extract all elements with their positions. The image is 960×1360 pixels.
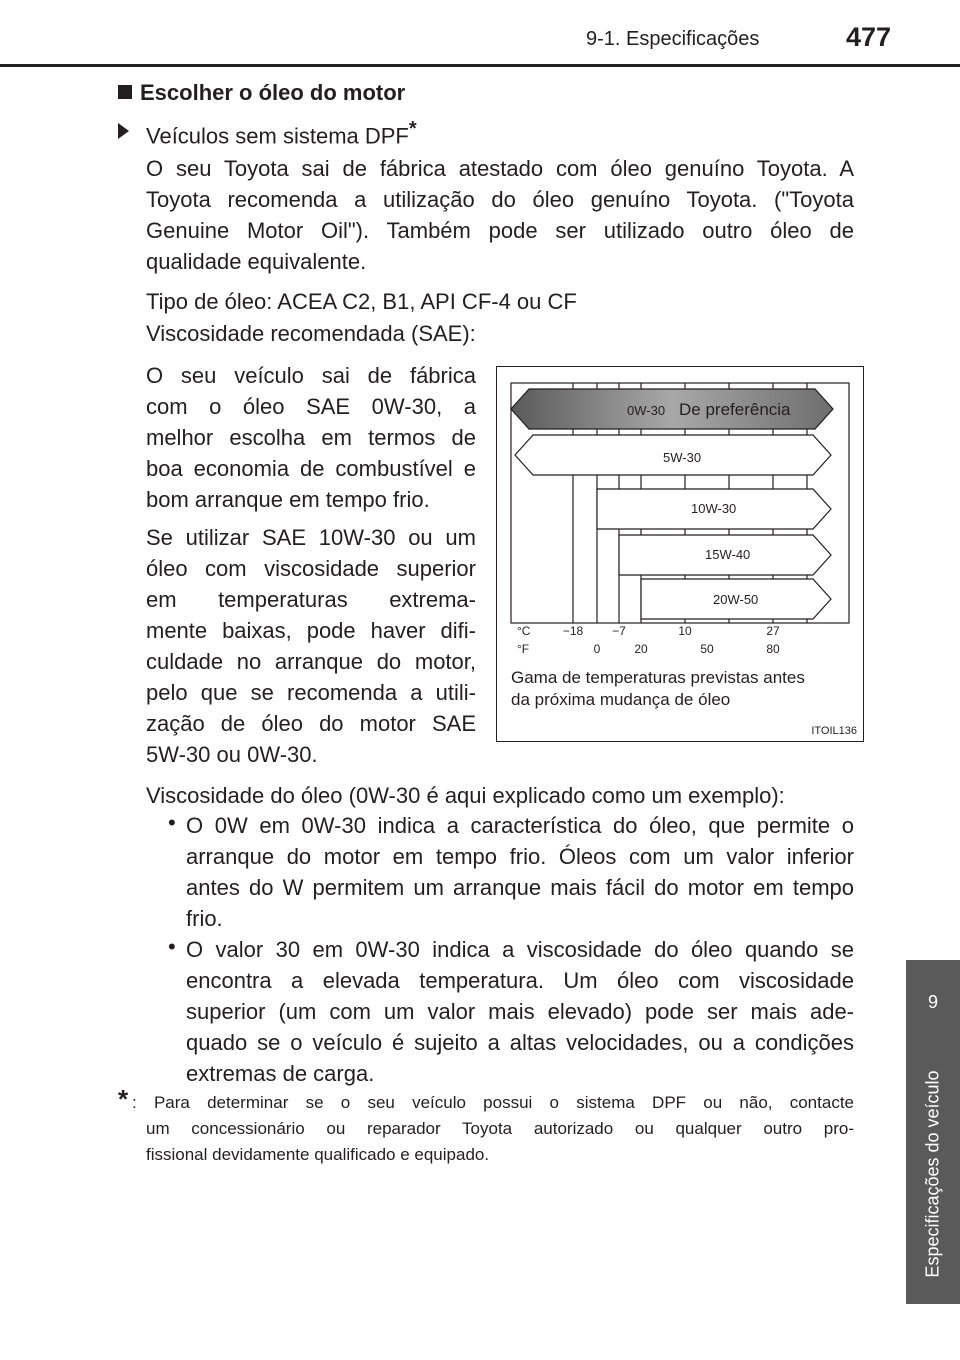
column-line: com o óleo SAE 0W-30, a (146, 394, 476, 419)
intro-line: Genuine Motor Oil"). Também pode ser utilizado outro óleo de (146, 218, 854, 243)
triangle-bullet-icon (118, 123, 129, 139)
column-line: em temperaturas extrema- (146, 587, 476, 612)
fahrenheit-tick: 80 (766, 642, 780, 656)
caption-line: da próxima mudança de óleo (511, 690, 731, 709)
caption-line: Gama de temperaturas previstas antes (511, 668, 805, 687)
figure-code: ITOIL136 (811, 725, 857, 737)
fahrenheit-unit: °F (517, 642, 530, 656)
viscosity-explain: Viscosidade do óleo (0W-30 é aqui explicado como um exemplo): (146, 783, 785, 808)
column-line: mente baixas, pode haver difi- (146, 618, 476, 643)
bullet-line: extremas de carga. (186, 1061, 375, 1086)
side-tab-chapter-number: 9 (906, 960, 960, 1044)
header-section-title: 9-1. Especificações (586, 28, 760, 50)
column-line: O seu veículo sai de fábrica (146, 363, 476, 388)
bullet-dot: • (168, 934, 176, 959)
column-line: melhor escolha em termos de (146, 425, 476, 450)
viscosity-label: Viscosidade recomendada (SAE): (146, 321, 476, 346)
bullet-line: arranque do motor em tempo frio. Óleos com um valor inferior (186, 844, 854, 869)
intro-line: Toyota recomenda a utilização do óleo genuíno Toyota. ("Toyota (146, 187, 854, 212)
fahrenheit-tick: 0 (593, 642, 601, 656)
section-title-text: Escolher o óleo do motor (140, 80, 406, 105)
oil-viscosity-diagram (496, 366, 864, 742)
celsius-tick: −7 (612, 624, 626, 638)
footnote-line: um concessionário ou reparador Toyota autorizado ou qualquer outro pro- (146, 1119, 854, 1138)
footnote-line: fissional devidamente qualificado e equipado. (146, 1145, 490, 1164)
column-line: óleo com viscosidade superior (146, 556, 476, 581)
intro-line: O seu Toyota sai de fábrica atestado com óleo genuíno Toyota. A (146, 156, 854, 181)
column-line: bom arranque em tempo frio. (146, 487, 430, 512)
preferred-label: De preferência (679, 400, 791, 419)
footnote-asterisk: * (118, 1084, 129, 1114)
grade-label-20w50: 20W-50 (713, 592, 759, 607)
celsius-tick: 10 (678, 624, 692, 638)
grade-label-15w40: 15W-40 (705, 547, 751, 562)
bullet-line: superior (um com um valor mais elevado) pode ser mais ade- (186, 999, 854, 1024)
column-line: boa economia de combustível e (146, 456, 476, 481)
bullet-line: O 0W em 0W-30 indica a característica do óleo, que permite o (186, 813, 854, 838)
fahrenheit-tick: 50 (700, 642, 714, 656)
preferred-grade-label: 0W-30 (627, 403, 666, 418)
page-number: 477 (846, 22, 892, 52)
bullet-line: antes do W permitem um arranque mais fácil do motor em tempo (186, 875, 854, 900)
diagram-caption (511, 667, 805, 711)
celsius-tick: −18 (562, 624, 584, 638)
column-line: zação de óleo do motor SAE (146, 711, 476, 736)
grade-label-10w30: 10W-30 (691, 501, 737, 516)
column-line: culdade no arranque do motor, (146, 649, 476, 674)
subheading-asterisk: * (408, 118, 417, 140)
fahrenheit-tick: 20 (634, 642, 648, 656)
bullet-dot: • (168, 810, 176, 835)
side-tab-chapter-label (906, 1044, 960, 1304)
bullet-line: frio. (186, 906, 223, 931)
celsius-tick: 27 (766, 624, 780, 638)
oil-type: Tipo de óleo: ACEA C2, B1, API CF-4 ou CF (146, 289, 577, 314)
square-bullet-icon (118, 85, 132, 99)
bullet-line: O valor 30 em 0W-30 indica a viscosidade do óleo quando se (186, 937, 854, 962)
celsius-unit: °C (517, 624, 531, 638)
column-line: 5W-30 ou 0W-30. (146, 742, 318, 767)
subheading (146, 114, 417, 151)
bullet-line: encontra a elevada temperatura. Um óleo com viscosidade (186, 968, 854, 993)
column-line: pelo que se recomenda a utili- (146, 680, 476, 705)
footnote-line: : Para determinar se o seu veículo possui o sistema DPF ou não, contacte (132, 1093, 854, 1112)
column-line: Se utilizar SAE 10W-30 ou um (146, 525, 476, 550)
subheading-text: Veículos sem sistema DPF (146, 123, 409, 149)
header-rule (0, 64, 960, 67)
intro-line: qualidade equivalente. (146, 249, 367, 274)
bullet-line: quado se o veículo é sujeito a altas velocidades, ou a condições (186, 1030, 854, 1055)
section-title (118, 80, 405, 106)
side-tab-label-text: Especificações do veículo (922, 1070, 943, 1278)
grade-label-5w30: 5W-30 (663, 450, 702, 465)
